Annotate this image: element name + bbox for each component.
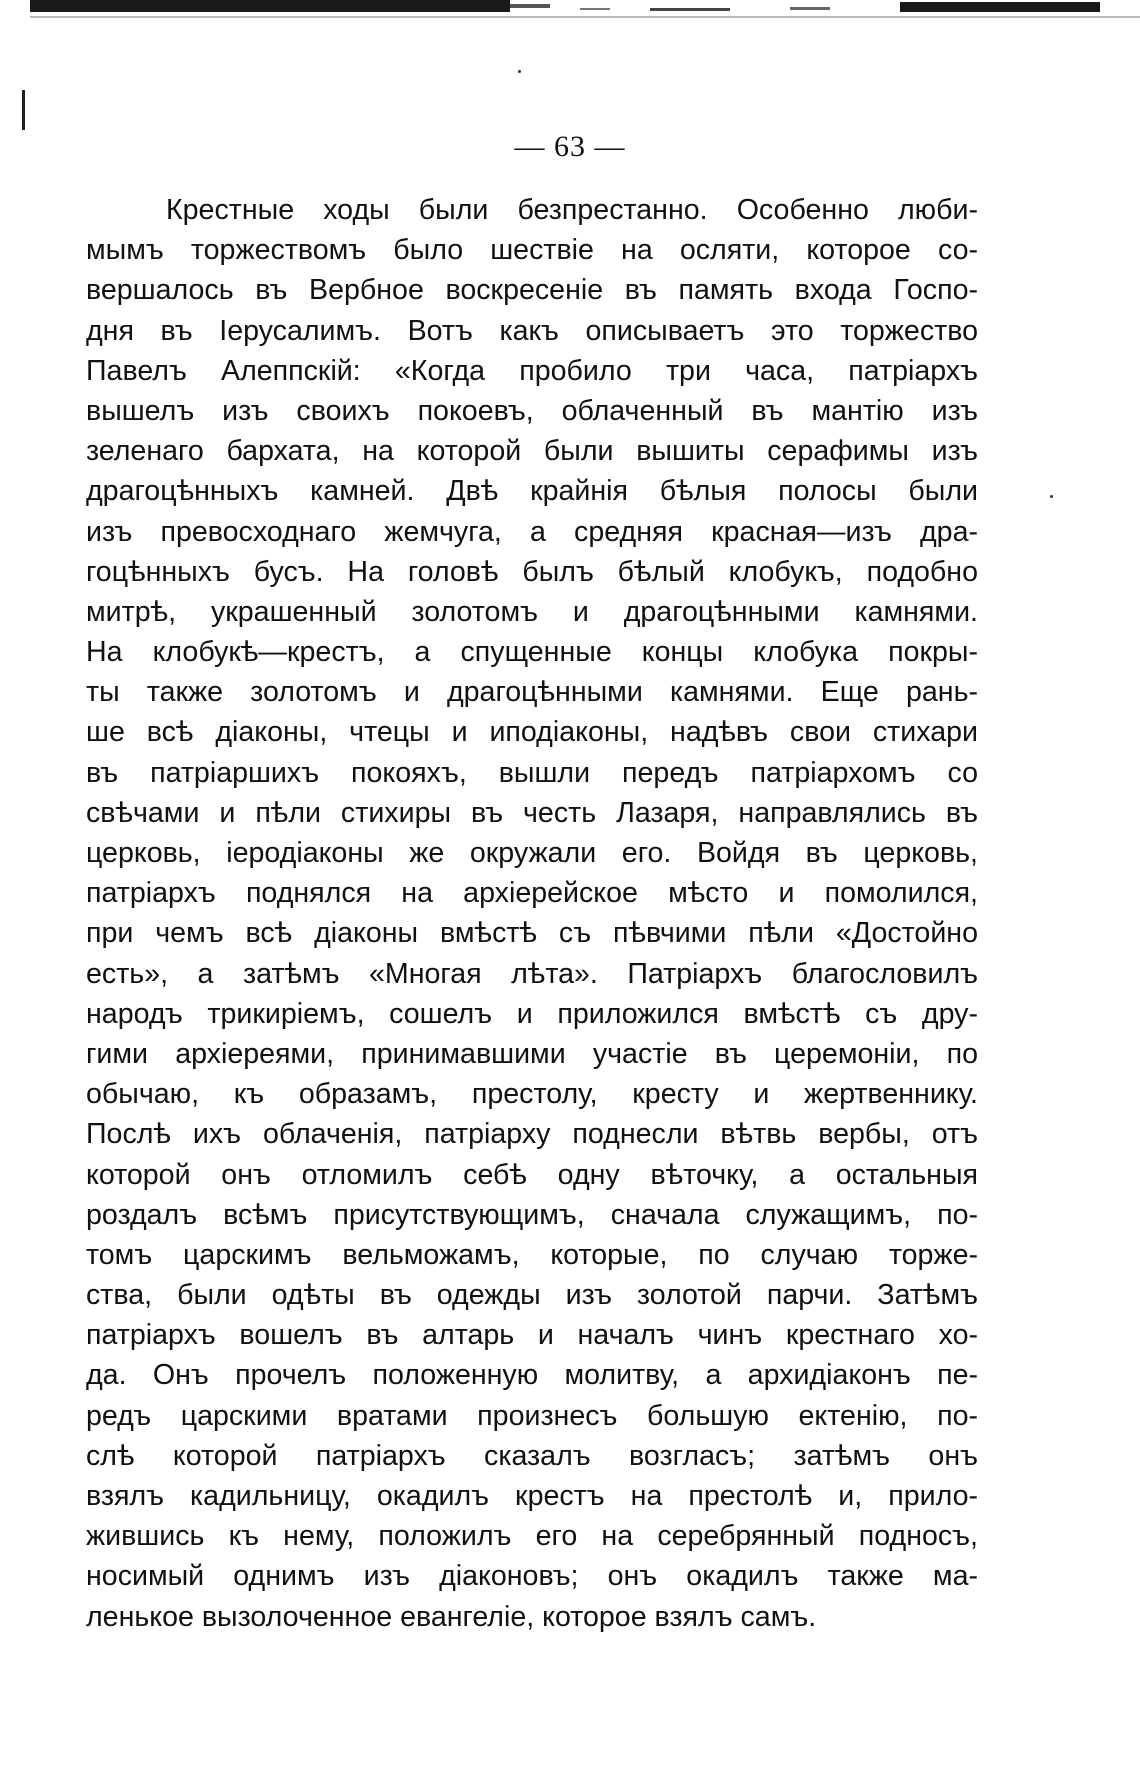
text-line: роздалъ всѣмъ присутствующимъ, сначала служащимъ, по- [86,1198,978,1231]
text-line: гими архіереями, принимавшими участіе въ церемоніи, по [86,1037,978,1070]
text-line: носимый однимъ изъ діаконовъ; онъ окадилъ также ма- [86,1560,978,1593]
text-line: взялъ кадильницу, окадилъ крестъ на престолѣ и, прило- [86,1480,978,1512]
text-line: Послѣ ихъ облаченія, патріарху поднесли вѣтвь вербы, отъ [86,1118,978,1151]
scan-margin-mark [22,90,25,130]
text-line: обычаю, къ образамъ, престолу, кресту и жертвеннику. [86,1078,978,1111]
text-line: ше всѣ діаконы, чтецы и иподіаконы, надѣвъ свои стихари [86,716,978,749]
text-line: мымъ торжествомъ было шествіе на осляти, которое со- [86,234,978,267]
text-line: при чемъ всѣ діаконы вмѣстѣ съ пѣвчими пѣли «Достойно [86,917,978,950]
text-line: слѣ которой патріархъ сказалъ возгласъ; затѣмъ онъ [86,1439,978,1472]
text-line: ты также золотомъ и драгоцѣнными камнями. Еще рань- [86,676,978,709]
text-line: ства, были одѣты въ одежды изъ золотой парчи. Затѣмъ [86,1279,978,1312]
text-line: изъ превосходнаго жемчуга, а средняя красная—изъ дра- [86,515,978,548]
text-line: драгоцѣнныхъ камней. Двѣ крайнія бѣлыя полосы были [86,475,978,508]
text-line: церковь, іеродіаконы же окружали его. Войдя въ церковь, [86,837,978,869]
text-line: вершалось въ Вербное воскресеніе въ память входа Госпо- [86,274,978,307]
text-line: Крестные ходы были безпрестанно. Особенно люби- [166,194,978,226]
text-line: патріархъ поднялся на архіерейское мѣсто и помолился, [86,877,978,910]
text-line: На клобукѣ—крестъ, а спущенные концы клобука покры- [86,636,978,669]
text-line: которой онъ отломилъ себѣ одну вѣточку, а остальныя [86,1158,978,1191]
text-line: патріархъ вошелъ въ алтарь и началъ чинъ крестнаго хо- [86,1319,978,1352]
text-line: Павелъ Алеппскій: «Когда пробило три часа, патріархъ [86,354,978,387]
text-line: редъ царскими вратами произнесъ большую ектенію, по- [86,1399,978,1432]
text-line: гоцѣнныхъ бусъ. На головѣ былъ бѣлый клобукъ, подобно [86,555,978,588]
text-line: митрѣ, украшенный золотомъ и драгоцѣнными камнями. [86,595,978,628]
text-line: зеленаго бархата, на которой были вышиты серафимы изъ [86,435,978,468]
text-line: свѣчами и пѣли стихиры въ честь Лазаря, направлялись въ [86,796,978,829]
text-line: да. Онъ прочелъ положенную молитву, а архидіаконъ пе- [86,1359,978,1392]
scan-edge-artifact [30,0,1140,20]
text-line: жившись къ нему, положилъ его на серебрянный подносъ, [86,1520,978,1553]
text-line: томъ царскимъ вельможамъ, которые, по случаю торже- [86,1238,978,1271]
text-line: въ патріаршихъ покояхъ, вышли передъ патріархомъ со [86,756,978,789]
page-number: — 63 — [514,130,626,163]
body-text [86,190,978,1637]
text-line: вышелъ изъ своихъ покоевъ, облаченный въ мантію изъ [86,394,978,427]
text-line: дня въ Іерусалимъ. Вотъ какъ описываетъ это торжество [86,314,978,347]
text-line: народъ трикиріемъ, сошелъ и приложился вмѣстѣ съ дру- [86,997,978,1030]
text-line: ленькое вызолоченное евангеліе, которое взялъ самъ. [86,1600,817,1633]
scan-speck [518,70,521,73]
scan-speck [1050,495,1053,498]
text-line: есть», а затѣмъ «Многая лѣта». Патріархъ благословилъ [86,957,978,990]
